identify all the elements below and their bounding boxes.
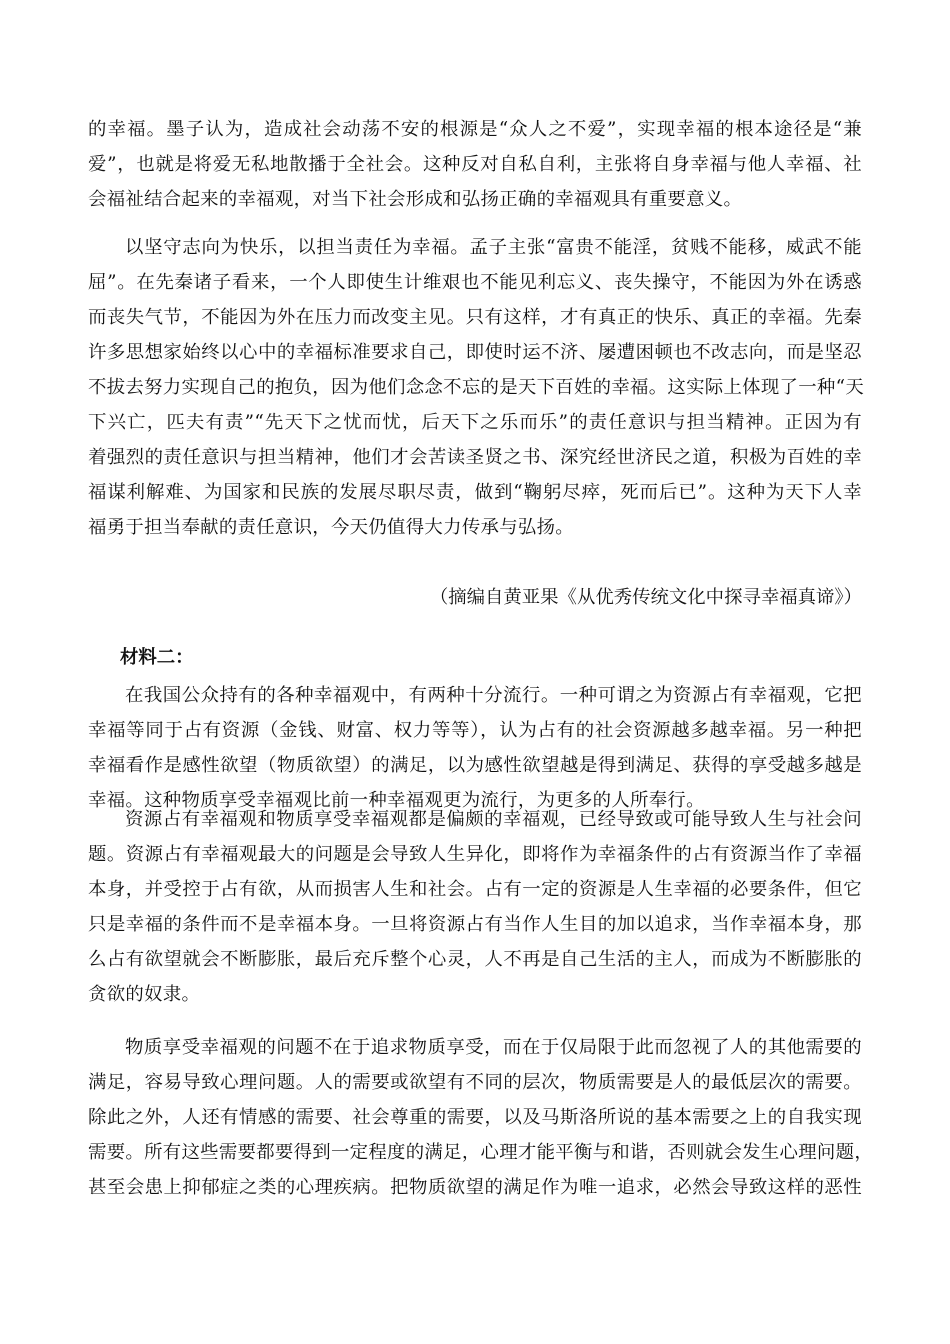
paragraph-line: 甚至会患上抑郁症之类的心理疾病。把物质欲望的满足作为唯一追求，必然会导致这样的恶性	[88, 1177, 862, 1198]
paragraph-line: 满足，容易导致心理问题。人的需要或欲望有不同的层次，物质需要是人的最低层次的需要。	[88, 1072, 862, 1093]
paragraph-4	[88, 802, 862, 1012]
paragraph-3	[88, 678, 862, 818]
paragraph-line: 幸福看作是感性欲望（物质欲望）的满足，以为感性欲望越是得到满足、获得的享受越多越是	[88, 755, 862, 776]
paragraph-line: 贪欲的奴隶。	[88, 984, 201, 1005]
paragraph-line: 需要。所有这些需要都要得到一定程度的满足，心理才能平衡与和谐，否则就会发生心理问题，	[88, 1142, 874, 1163]
paragraph-line: 许多思想家始终以心中的幸福标准要求自己，即使时运不济、屡遭困顿也不改志向，而是坚忍	[88, 342, 862, 363]
paragraph-2	[88, 230, 865, 545]
paragraph-line: 下兴亡，匹夫有责”“先天下之忧而忧，后天下之乐而乐”的责任意识与担当精神。正因为有	[88, 412, 862, 433]
paragraph-line: 屈”。在先秦诸子看来，一个人即使生计维艰也不能见利忘义、丧失操守，不能因为外在诱惑	[88, 272, 862, 293]
paragraph-line: 爱”，也就是将爱无私地散播于全社会。这种反对自私自利，主张将自身幸福与他人幸福、社	[88, 154, 862, 175]
paragraph-line: 么占有欲望就会不断膨胀，最后充斥整个心灵，人不再是自己生活的主人，而成为不断膨胀的	[88, 949, 862, 970]
paragraph-line: 物质享受幸福观的问题不在于追求物质享受，而在于仅局限于此而忽视了人的其他需要的	[125, 1037, 862, 1058]
paragraph-line: 而丧失气节，不能因为外在压力而改变主见。只有这样，才有真正的快乐、真正的幸福。先秦	[88, 307, 862, 328]
paragraph-line: 除此之外，人还有情感的需要、社会尊重的需要，以及马斯洛所说的基本需要之上的自我实现	[88, 1107, 862, 1128]
paragraph-line: 会福祉结合起来的幸福观，对当下社会形成和弘扬正确的幸福观具有重要意义。	[88, 189, 743, 210]
paragraph-line: 幸福。这种物质享受幸福观比前一种幸福观更为流行，为更多的人所奉行。	[88, 790, 705, 811]
paragraph-1	[88, 112, 862, 217]
paragraph-line: 题。资源占有幸福观最大的问题是会导致人生异化，即将作为幸福条件的占有资源当作了幸福	[88, 844, 862, 865]
paragraph-line: 的幸福。墨子认为，造成社会动荡不安的根源是“众人之不爱”，实现幸福的根本途径是“兼	[88, 119, 862, 140]
section-heading: 材料二：	[120, 647, 194, 668]
paragraph-line: 以坚守志向为快乐，以担当责任为幸福。孟子主张“富贵不能淫，贫贱不能移，威武不能	[125, 237, 862, 258]
paragraph-line: 资源占有幸福观和物质享受幸福观都是偏颇的幸福观，已经导致或可能导致人生与社会问	[125, 809, 862, 830]
paragraph-line: 在我国公众持有的各种幸福观中，有两种十分流行。一种可谓之为资源占有幸福观，它把	[125, 685, 862, 706]
paragraph-line: 福谋利解难、为国家和民族的发展尽职尽责，做到“鞠躬尽瘁，死而后已”。这种为天下人幸	[88, 482, 862, 503]
paragraph-line: 着强烈的责任意识与担当精神，他们才会苦读圣贤之书、深究经世济民之道，积极为百姓的幸	[88, 447, 862, 468]
paragraph-line: 幸福等同于占有资源（金钱、财富、权力等等），认为占有的社会资源越多越幸福。另一种把	[88, 720, 862, 741]
paragraph-line: 只是幸福的条件而不是幸福本身。一旦将资源占有当作人生目的加以追求，当作幸福本身，那	[88, 914, 862, 935]
paragraph-line: 福勇于担当奉献的责任意识，今天仍值得大力传承与弘扬。	[88, 517, 574, 538]
paragraph-5	[88, 1030, 874, 1205]
paragraph-line: 本身，并受控于占有欲，从而损害人生和社会。占有一定的资源是人生幸福的必要条件，但它	[88, 879, 862, 900]
source-note: （摘编自黄亚果《从优秀传统文化中探寻幸福真谛》）	[429, 587, 862, 608]
paragraph-line: 不拔去努力实现自己的抱负，因为他们念念不忘的是天下百姓的幸福。这实际上体现了一种“天	[88, 377, 865, 398]
